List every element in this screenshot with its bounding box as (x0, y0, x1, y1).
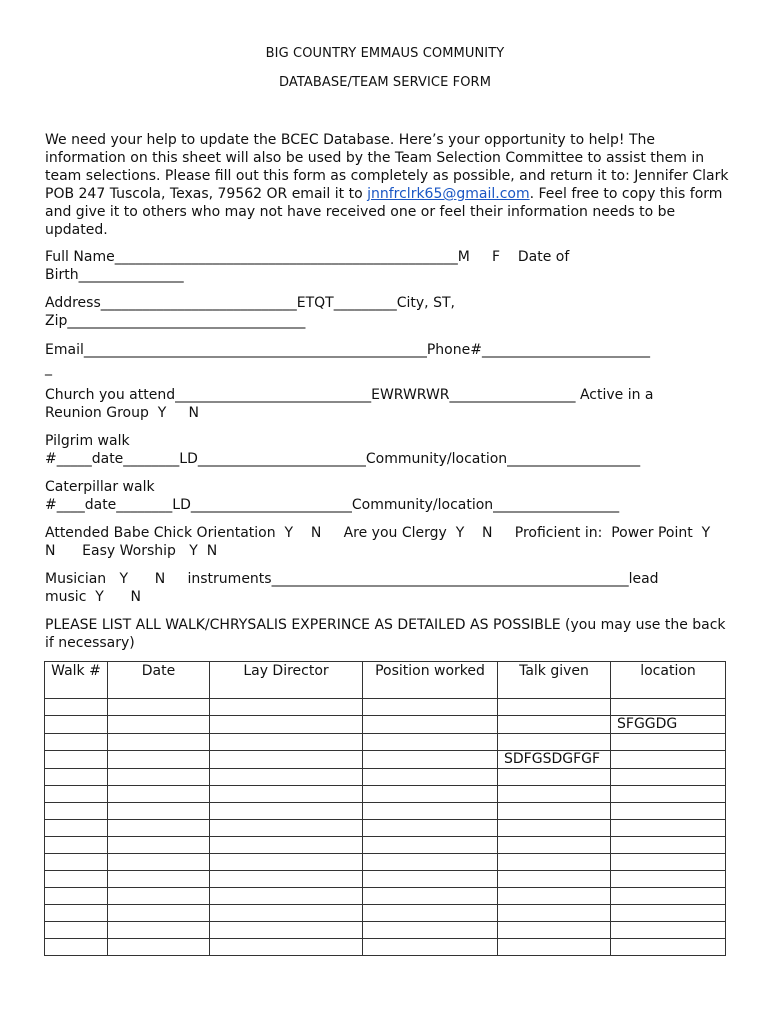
table-cell-location[interactable] (611, 734, 726, 751)
table-cell-date[interactable] (108, 922, 210, 939)
table-cell-walk[interactable] (45, 905, 108, 922)
column-header-position: Position worked (363, 662, 498, 699)
intro-line: We need your help to update the BCEC Database. Here’s your opportunity to help! The (45, 132, 655, 148)
table-cell-talk[interactable] (498, 905, 611, 922)
table-cell-lay-director[interactable] (210, 803, 363, 820)
table-row (45, 820, 726, 837)
instructions-line: PLEASE LIST ALL WALK/CHRYSALIS EXPERINCE AS DETAILED AS POSSIBLE (you may use the back (45, 617, 726, 633)
table-cell-location[interactable] (611, 939, 726, 956)
table-cell-location[interactable] (611, 699, 726, 716)
table-row (45, 905, 726, 922)
table-cell-walk[interactable] (45, 854, 108, 871)
table-cell-walk[interactable] (45, 786, 108, 803)
table-cell-date[interactable] (108, 837, 210, 854)
table-cell-position[interactable] (363, 820, 498, 837)
table-cell-talk[interactable] (498, 716, 611, 734)
table-cell-position[interactable] (363, 751, 498, 769)
musician-line: Musician Y N instruments___________________________________________________lead (45, 571, 659, 587)
intro-line: team selections. Please fill out this form as completely as possible, and return it to: Jennifer Clark (45, 168, 729, 184)
email-phone-field[interactable] (45, 341, 725, 377)
table-cell-walk[interactable] (45, 837, 108, 854)
table-cell-lay-director[interactable] (210, 888, 363, 905)
table-cell-walk[interactable] (45, 803, 108, 820)
caterpillar-walk-field[interactable] (45, 478, 725, 514)
form-title-line1: BIG COUNTRY EMMAUS COMMUNITY (265, 46, 505, 61)
table-cell-talk[interactable] (498, 854, 611, 871)
table-cell-lay-director[interactable] (210, 751, 363, 769)
email-phone-overflow: _ (45, 360, 52, 376)
church-line: Church you attend____________________________EWRWRWR__________________ Active in a (45, 387, 654, 403)
table-cell-walk[interactable] (45, 888, 108, 905)
intro-text: POB 247 Tuscola, Texas, 79562 OR email it to (45, 186, 368, 202)
full-name-line: Full Name_________________________________________________M F Date of (45, 249, 570, 265)
table-cell-position[interactable] (363, 769, 498, 786)
table-cell-walk[interactable] (45, 871, 108, 888)
email-link[interactable]: jnnfrclrk65@gmail.com (367, 186, 530, 202)
table-cell-location[interactable] (611, 871, 726, 888)
table-cell-lay-director[interactable] (210, 939, 363, 956)
table-cell-location[interactable] (611, 820, 726, 837)
table-cell-walk[interactable] (45, 769, 108, 786)
table-cell-position[interactable] (363, 716, 498, 734)
table-row (45, 734, 726, 751)
full-name-field[interactable] (45, 248, 725, 284)
table-cell-location[interactable] (611, 751, 726, 769)
table-row (45, 854, 726, 871)
column-header-date: Date (108, 662, 210, 699)
table-cell-location[interactable] (611, 803, 726, 820)
easy-worship-line: N Easy Worship Y N (45, 543, 218, 559)
intro-text: . Feel free to copy this form (529, 186, 723, 202)
table-cell-talk[interactable] (498, 820, 611, 837)
table-cell-date[interactable] (108, 905, 210, 922)
table-row (45, 888, 726, 905)
table-cell-date[interactable] (108, 939, 210, 956)
orientation-clergy-field[interactable] (45, 524, 725, 560)
table-cell-lay-director[interactable] (210, 786, 363, 803)
reunion-group-line: Reunion Group Y N (45, 405, 200, 421)
table-cell-talk[interactable] (498, 888, 611, 905)
table-cell-talk[interactable] (498, 699, 611, 716)
table-row (45, 871, 726, 888)
table-cell-walk[interactable] (45, 922, 108, 939)
column-header-lay-director: Lay Director (210, 662, 363, 699)
table-cell-talk[interactable] (498, 769, 611, 786)
table-cell-location[interactable] (611, 769, 726, 786)
caterpillar-walk-label: Caterpillar walk (45, 479, 155, 495)
intro-line: updated. (45, 222, 108, 238)
table-cell-date[interactable] (108, 854, 210, 871)
table-cell-position[interactable] (363, 905, 498, 922)
table-header-row (45, 662, 726, 699)
birth-line: Birth_______________ (45, 267, 184, 283)
table-cell-walk[interactable] (45, 939, 108, 956)
intro-paragraph (45, 131, 729, 239)
table-cell-date[interactable] (108, 699, 210, 716)
table-cell-talk[interactable] (498, 734, 611, 751)
table-cell-walk[interactable] (45, 820, 108, 837)
address-line: Address____________________________ETQT_________City, ST, (45, 295, 455, 311)
table-cell-location[interactable]: SFGGDG (611, 716, 726, 734)
table-row (45, 837, 726, 854)
column-header-talk: Talk given (498, 662, 611, 699)
table-cell-date[interactable] (108, 751, 210, 769)
caterpillar-walk-line: #____date________LD_______________________Community/location__________________ (45, 497, 620, 513)
table-cell-position[interactable] (363, 699, 498, 716)
table-cell-position[interactable] (363, 803, 498, 820)
table-cell-date[interactable] (108, 786, 210, 803)
table-cell-location[interactable] (611, 888, 726, 905)
form-title-line2: DATABASE/TEAM SERVICE FORM (278, 75, 492, 90)
table-cell-talk[interactable]: SDFGSDGFGF (498, 751, 611, 769)
experience-instructions (45, 616, 725, 652)
column-header-walk: Walk # (45, 662, 108, 699)
table-cell-talk[interactable] (498, 803, 611, 820)
table-cell-date[interactable] (108, 769, 210, 786)
table-cell-lay-director[interactable] (210, 769, 363, 786)
zip-line: Zip__________________________________ (45, 313, 306, 329)
table-cell-lay-director[interactable] (210, 837, 363, 854)
experience-table (44, 661, 726, 956)
table-cell-talk[interactable] (498, 837, 611, 854)
lead-music-line: music Y N (45, 589, 142, 605)
orientation-line: Attended Babe Chick Orientation Y N Are you Clergy Y N Proficient in: Power Point Y (45, 525, 711, 541)
table-row (45, 786, 726, 803)
table-cell-talk[interactable] (498, 922, 611, 939)
table-cell-position[interactable] (363, 922, 498, 939)
table-row (45, 803, 726, 820)
table-row (45, 716, 726, 734)
table-cell-position[interactable] (363, 888, 498, 905)
table-cell-position[interactable] (363, 734, 498, 751)
table-row (45, 939, 726, 956)
table-cell-date[interactable] (108, 888, 210, 905)
table-cell-position[interactable] (363, 871, 498, 888)
table-cell-walk[interactable] (45, 716, 108, 734)
table-cell-lay-director[interactable] (210, 699, 363, 716)
intro-line (45, 185, 725, 203)
table-cell-date[interactable] (108, 734, 210, 751)
table-cell-location[interactable] (611, 854, 726, 871)
table-cell-talk[interactable] (498, 871, 611, 888)
table-cell-position[interactable] (363, 939, 498, 956)
table-cell-walk[interactable] (45, 751, 108, 769)
intro-line: and give it to others who may not have received one or feel their information needs to be (45, 204, 676, 220)
table-cell-lay-director[interactable] (210, 820, 363, 837)
table-cell-location[interactable] (611, 905, 726, 922)
table-cell-date[interactable] (108, 716, 210, 734)
table-cell-position[interactable] (363, 837, 498, 854)
table-cell-date[interactable] (108, 820, 210, 837)
table-cell-lay-director[interactable] (210, 922, 363, 939)
table-cell-date[interactable] (108, 803, 210, 820)
table-cell-walk[interactable] (45, 699, 108, 716)
table-cell-walk[interactable] (45, 734, 108, 751)
table-cell-lay-director[interactable] (210, 734, 363, 751)
musician-field[interactable] (45, 570, 725, 606)
table-row (45, 769, 726, 786)
table-cell-talk[interactable] (498, 786, 611, 803)
table-cell-position[interactable] (363, 786, 498, 803)
table-cell-talk[interactable] (498, 939, 611, 956)
church-field[interactable] (45, 386, 725, 422)
table-cell-location[interactable] (611, 922, 726, 939)
table-cell-position[interactable] (363, 854, 498, 871)
table-cell-lay-director[interactable] (210, 716, 363, 734)
address-field[interactable] (45, 294, 725, 330)
table-cell-date[interactable] (108, 871, 210, 888)
pilgrim-walk-field[interactable] (45, 432, 725, 468)
table-cell-lay-director[interactable] (210, 905, 363, 922)
email-phone-line: Email_________________________________________________Phone#________________________ (45, 342, 650, 358)
table-cell-lay-director[interactable] (210, 871, 363, 888)
table-row (45, 699, 726, 716)
column-header-location: location (611, 662, 726, 699)
pilgrim-walk-label: Pilgrim walk (45, 433, 130, 449)
pilgrim-walk-line: #_____date________LD________________________Community/location___________________ (45, 451, 641, 467)
table-cell-lay-director[interactable] (210, 854, 363, 871)
table-row (45, 751, 726, 769)
table-cell-location[interactable] (611, 837, 726, 854)
table-row (45, 922, 726, 939)
intro-line: information on this sheet will also be used by the Team Selection Committee to assist them in (45, 150, 705, 166)
instructions-line: if necessary) (45, 635, 135, 651)
table-cell-location[interactable] (611, 786, 726, 803)
